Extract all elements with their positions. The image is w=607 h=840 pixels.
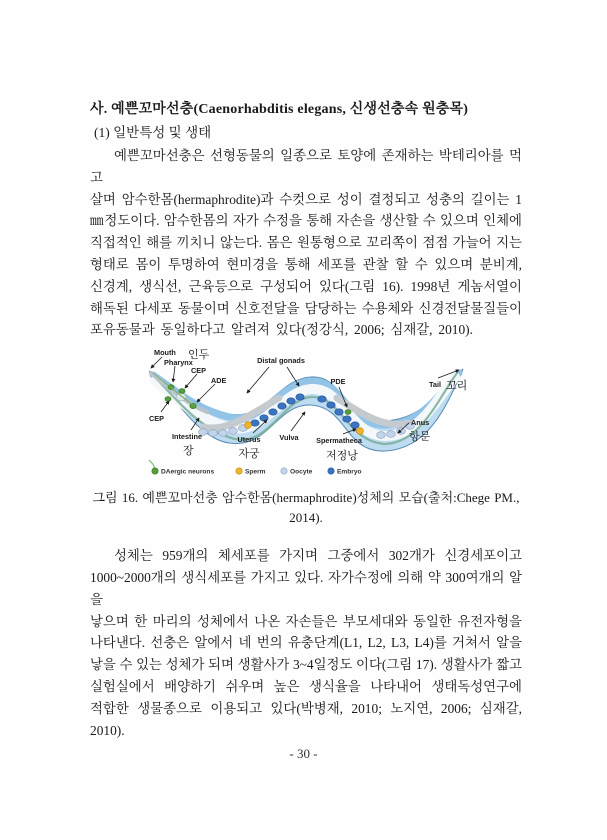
label-tail-korean: 꼬리 (446, 380, 468, 393)
label-anus: Anus (411, 418, 430, 428)
paragraph-line: 형태로 몸이 투명하여 현미경을 통해 세포를 관찰 할 수 있으며 분비계, (90, 256, 522, 272)
paragraph-line: 1000~2000개의 생식세포를 가지고 있다. 자가수정에 의해 약 300여개의 알을 (90, 569, 522, 607)
paragraph-line: 나타낸다. 선충은 알에서 네 번의 유충단계(L1, L2, L3, L4)를 거쳐서 알을 (90, 635, 522, 651)
label-vulva: Vulva (279, 433, 299, 443)
legend-dot-embryo (328, 468, 334, 474)
label-tail: Tail (429, 380, 442, 390)
label-spermatheca: Spermatheca (316, 436, 362, 446)
paragraph-2 (90, 545, 522, 741)
label-cep-ventral: CEP (149, 414, 165, 424)
label-intestine-korean: 장 (183, 445, 194, 458)
paragraph-line: 성체는 959개의 체세포를 가지며 그중에서 302개가 신경세포이고 (114, 548, 522, 564)
label-mouth: Mouth (154, 348, 176, 358)
legend-label-oocyte: Oocyte (290, 468, 313, 476)
figure-caption: 그림 16. 예쁜꼬마선충 암수한몸(hermaphrodite)성체의 모습(출처:Chege PM., 2014). (92, 490, 520, 526)
paragraph-line: 살며 암수한몸(hermaphrodite)과 수컷으로 성이 결정되고 성충의 길이는 1 (90, 191, 522, 207)
paragraph-1 (90, 145, 522, 341)
legend-neuron-glyph (149, 460, 154, 469)
label-pde: PDE (330, 377, 346, 387)
paragraph-line: 실험실에서 배양하기 쉬우며 높은 생식율을 나타내어 생태독성연구에 (90, 678, 522, 694)
label-pharynx-korean: 인두 (188, 349, 210, 362)
label-pharynx: Pharynx (164, 358, 193, 368)
figure-legend (149, 460, 362, 476)
label-anus-korean: 항문 (409, 431, 431, 444)
paragraph-line: ㎜정도이다. 암수한몸의 자가 수정을 통해 자손을 생산할 수 있으며 인체에 (90, 213, 522, 229)
paragraph-line: 신경계, 생식선, 근육등으로 구성되어 있다(그림 16). 1998년 게놈서열이 (90, 278, 522, 294)
paragraph-line: 직접적인 해를 끼치니 않는다. 몸은 원통형으로 꼬리쪽이 점점 가늘어 지는 (90, 235, 522, 251)
page-number: - 30 - (289, 746, 318, 761)
legend-dot-sperm (236, 468, 242, 474)
label-ade: ADE (211, 376, 227, 386)
label-distal-gonads: Distal gonads (257, 356, 305, 366)
celegans-anatomy-figure (141, 343, 471, 483)
paragraph-line: 낳으며 한 마리의 성체에서 나온 자손들은 부모세대와 동일한 유전자형을 (90, 613, 522, 629)
paragraph-line: 해독된 다세포 동물이며 신호전달을 담당하는 수용체와 신경전달물질들이 (90, 300, 522, 316)
celegans-diagram (141, 343, 471, 483)
label-intestine: Intestine (172, 432, 203, 442)
paragraph-line: 포유동물과 동일하다고 알려져 있다(정강식, 2006; 심재갈, 2010). (90, 322, 473, 338)
label-spermatheca-korean: 저정낭 (326, 450, 358, 463)
label-uterus: Uterus (237, 435, 261, 445)
section-heading: 사. 예쁜꼬마선충(Caenorhabditis elegans, 신생선충속 원충목) (90, 102, 469, 117)
legend-dot-daergic (152, 468, 158, 474)
legend-dot-oocyte (281, 468, 287, 474)
pharynx-bulb (176, 393, 186, 401)
subsection-heading: (1) 일반특성 및 생태 (94, 125, 212, 140)
legend-label-embryo: Embryo (337, 468, 362, 476)
paragraph-line: 예쁜꼬마선충은 선형동물의 일종으로 토양에 존재하는 박테리아를 먹고 (90, 148, 522, 185)
paragraph-line: 낳을 수 있는 성체가 되며 생활사가 3~4일정도 이다(그림 17). 생활사가 짧고 (90, 657, 522, 673)
label-cep-dorsal: CEP (191, 366, 207, 376)
label-uterus-korean: 자궁 (238, 448, 260, 461)
legend-label-daergic: DAergic neurons (161, 468, 215, 476)
paragraph-line: 적합한 생물종으로 이용되고 있다(박병재, 2010; 노지연, 2006; 심재갈, 2010). (90, 700, 522, 738)
legend-label-sperm: Sperm (245, 468, 266, 476)
